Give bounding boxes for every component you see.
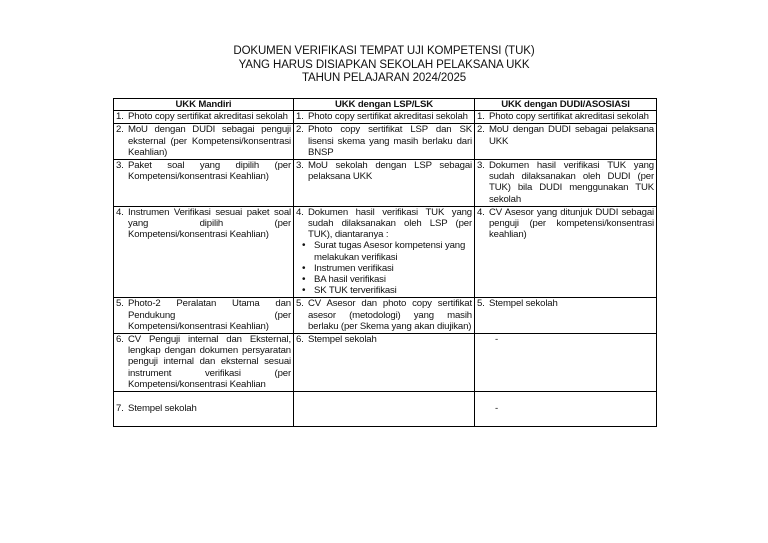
table-cell — [294, 298, 475, 334]
table-cell — [114, 206, 294, 298]
table-row — [114, 334, 657, 392]
item-text: CV Asesor yang ditunjuk DUDI sebagai penguji (per kompetensi/konsentrasi keahlian) — [489, 206, 654, 241]
item-text: Photo copy sertifikat akreditasi sekolah — [128, 111, 288, 123]
title-line-3: TAHUN PELAJARAN 2024/2025 — [301, 72, 467, 84]
table-header-row — [114, 99, 657, 111]
header-ukk-mandiri: UKK Mandiri — [114, 99, 294, 111]
table-row — [114, 392, 657, 427]
item-number: 7. — [116, 402, 124, 414]
table-row — [114, 111, 657, 124]
table-cell — [114, 298, 294, 334]
table-cell — [114, 124, 294, 160]
table-cell-empty — [294, 392, 475, 427]
item-number: 6. — [296, 334, 304, 346]
table-cell — [475, 160, 657, 207]
item-text: Instrumen Verifikasi sesuai paket soal yang dipilih (per Kompetensi/konsentrasi Keahlian) — [128, 206, 291, 241]
table-row — [114, 160, 657, 207]
table-cell — [475, 111, 657, 124]
item-number: 1. — [296, 111, 304, 123]
item-text: Photo-2 Peralatan Utama dan Pendukung (per Kompetensi/konsentrasi Keahlian) — [128, 298, 291, 332]
table-cell — [475, 206, 657, 298]
table-cell — [475, 298, 657, 334]
item-number: 1. — [477, 111, 485, 123]
table-cell — [475, 334, 657, 392]
header-ukk-dudi: UKK dengan DUDI/ASOSIASI — [475, 99, 657, 111]
table-row — [114, 298, 657, 334]
item-number: 4. — [296, 206, 304, 218]
item-number: 3. — [116, 160, 124, 172]
table-cell — [294, 124, 475, 160]
verification-table — [113, 98, 657, 427]
table-cell — [294, 206, 475, 298]
item-text: Paket soal yang dipilih (per Kompetensi/konsentrasi Keahlian) — [128, 160, 291, 183]
table-cell — [294, 160, 475, 207]
bullet-item: • SK TUK terverifikasi — [300, 285, 472, 296]
item-number: 1. — [116, 111, 124, 123]
bullet-list — [296, 240, 472, 296]
item-text: MoU sekolah dengan LSP sebagai pelaksana UKK — [308, 160, 472, 183]
item-number: 5. — [296, 298, 304, 310]
item-text: Stempel sekolah — [489, 298, 558, 310]
item-number: 2. — [296, 124, 304, 136]
table-row — [114, 206, 657, 298]
item-text: Dokumen hasil verifikasi TUK yang sudah dilaksanakan oleh DUDI (per TUK) bila DUDI menggunakan TUK sekolah — [489, 160, 654, 205]
bullet-item: • Surat tugas Asesor kompetensi yang melakukan verifikasi — [300, 240, 472, 262]
title-line-1: DOKUMEN VERIFIKASI TEMPAT UJI KOMPETENSI (TUK) — [233, 45, 535, 57]
item-text: Stempel sekolah — [308, 334, 377, 346]
item-text: CV Penguji internal dan Eksternal, lengkap dengan dokumen persyaratan penguji internal dan eksternal sesuai instrument verifikasi (per Kompetensi/konsentrasi Keahlian — [128, 334, 291, 390]
item-number: 6. — [116, 334, 124, 346]
bullet-item: • BA hasil verifikasi — [300, 274, 472, 285]
item-number: 2. — [477, 124, 485, 136]
item-number: 5. — [477, 298, 485, 310]
table-cell — [114, 334, 294, 392]
item-number: 4. — [477, 206, 485, 218]
item-text: Dokumen hasil verifikasi TUK yang sudah dilaksanakan oleh LSP (per TUK), diantaranya : — [308, 206, 472, 241]
item-text: Stempel sekolah — [128, 402, 197, 414]
item-text: MoU dengan DUDI sebagai penguji eksternal (per Kompetensi/konsentrasi Keahlian) — [128, 124, 291, 158]
item-text: CV Asesor dan photo copy sertifikat asesor (metodologi) yang masih berlaku (per Skema yang akan diujikan) — [308, 298, 472, 332]
item-number: 3. — [477, 160, 485, 172]
document-title — [0, 45, 768, 86]
table-cell — [114, 392, 294, 427]
table-cell — [475, 124, 657, 160]
item-number: 5. — [116, 298, 124, 310]
item-number: 2. — [116, 124, 124, 136]
bullet-item: • Instrumen verifikasi — [300, 263, 472, 274]
title-line-2: YANG HARUS DISIAPKAN SEKOLAH PELAKSANA UKK — [238, 58, 530, 71]
item-text: Photo copy sertifikat akreditasi sekolah — [308, 111, 468, 123]
item-text: Photo copy sertifikat akreditasi sekolah — [489, 111, 649, 123]
table-cell — [114, 111, 294, 124]
empty-dash: - — [495, 402, 499, 414]
table-cell — [475, 392, 657, 427]
item-number: 3. — [296, 160, 304, 172]
empty-dash: - — [495, 334, 499, 346]
table-cell — [114, 160, 294, 207]
table-row — [114, 124, 657, 160]
table-cell — [294, 111, 475, 124]
item-text: MoU dengan DUDI sebagai pelaksana UKK — [489, 124, 654, 147]
header-ukk-lsp: UKK dengan LSP/LSK — [294, 99, 475, 111]
item-text: Photo copy sertifikat LSP dan SK lisensi skema yang masih berlaku dari BNSP — [308, 124, 472, 158]
table-cell — [294, 334, 475, 392]
item-number: 4. — [116, 206, 124, 218]
